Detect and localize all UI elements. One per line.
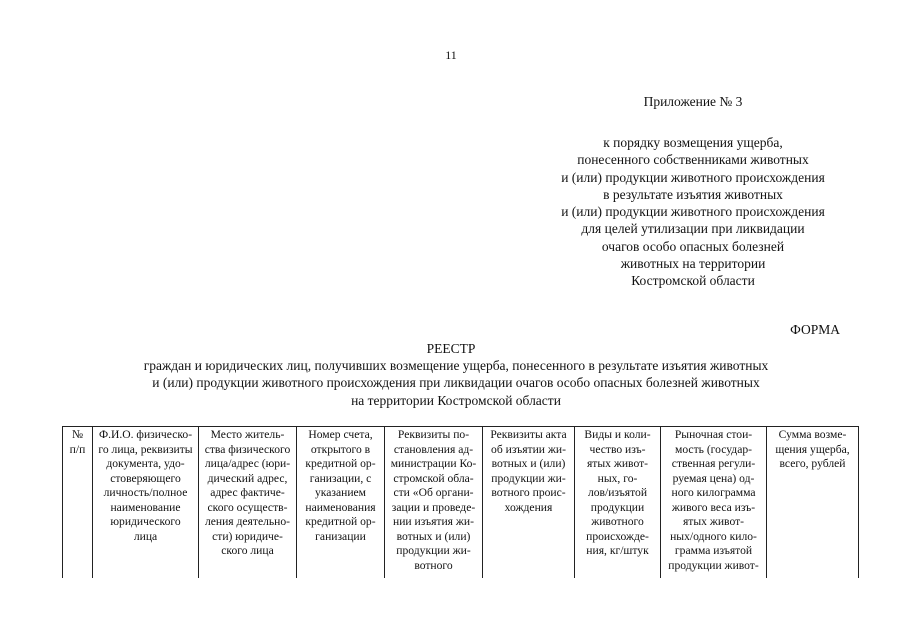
appendix-description bbox=[503, 134, 883, 290]
form-label: ФОРМА bbox=[790, 322, 840, 337]
page-number: 11 bbox=[445, 48, 457, 62]
appendix-line: животных на территории bbox=[620, 256, 766, 272]
appendix-title: Приложение № 3 bbox=[643, 94, 743, 109]
column-header-market-price: Рыночная стои- мость (государ- ственная регули- руемая цена) од- ного килограмма живого веса изъ- ятых живот- ных/одного кило- грамма изъятой продукции живот- bbox=[661, 427, 767, 579]
appendix-line: понесенного собственниками животных bbox=[577, 152, 809, 168]
column-header-compensation-sum: Сумма возме- щения ущерба, всего, рублей bbox=[767, 427, 859, 579]
appendix-line: очагов особо опасных болезней bbox=[601, 238, 785, 254]
appendix-line: в результате изъятия животных bbox=[603, 186, 783, 202]
appendix-line: к порядку возмещения ущерба, bbox=[603, 135, 783, 150]
column-header-address: Место житель- ства физического лица/адрес (юри- дический адрес, адрес фактиче- ского осуществ- ления деятельно- сти) юридиче- ского лица bbox=[199, 427, 297, 579]
column-header-types-quantity: Виды и коли- чество изъ- ятых живот- ных, го- лов/изъятой продукции животного происхожде- ния, кг/штук bbox=[575, 427, 661, 579]
registry-subtitle-line: на территории Костромской области bbox=[351, 392, 561, 408]
column-header-full-name: Ф.И.О. физическо- го лица, реквизиты документа, удо- стоверяющего личность/полное наименование юридического лица bbox=[93, 427, 199, 579]
column-header-act: Реквизиты акта об изъятии жи- вотных и (или) продукции жи- вотного проис- хождения bbox=[483, 427, 575, 579]
registry-title: РЕЕСТР bbox=[426, 341, 476, 356]
registry-subtitle-line: граждан и юридических лиц, получивших возмещение ущерба, понесенного в результате изъятия животных bbox=[143, 358, 769, 373]
appendix-line: и (или) продукции животного происхождения bbox=[561, 169, 825, 185]
column-header-number: № п/п bbox=[63, 427, 93, 579]
appendix-line: и (или) продукции животного происхождения bbox=[561, 204, 825, 220]
appendix-line: для целей утилизации при ликвидации bbox=[581, 221, 805, 237]
registry-subtitle bbox=[60, 357, 852, 409]
appendix-line: Костромской области bbox=[631, 273, 755, 289]
column-header-account: Номер счета, открытого в кредитной ор- ганизации, с указанием наименования кредитной ор- ганизации bbox=[297, 427, 385, 579]
table-header-row bbox=[63, 427, 859, 579]
registry-subtitle-line: и (или) продукции животного происхождения при ликвидации очагов особо опасных болезней животных bbox=[152, 375, 760, 391]
registry-table bbox=[62, 426, 859, 578]
column-header-resolution: Реквизиты по- становления ад- министрации Ко- стромской обла- сти «Об органи- зации и проведе- нии изъятия жи- вотных и (или) продукции жи- вотного bbox=[385, 427, 483, 579]
